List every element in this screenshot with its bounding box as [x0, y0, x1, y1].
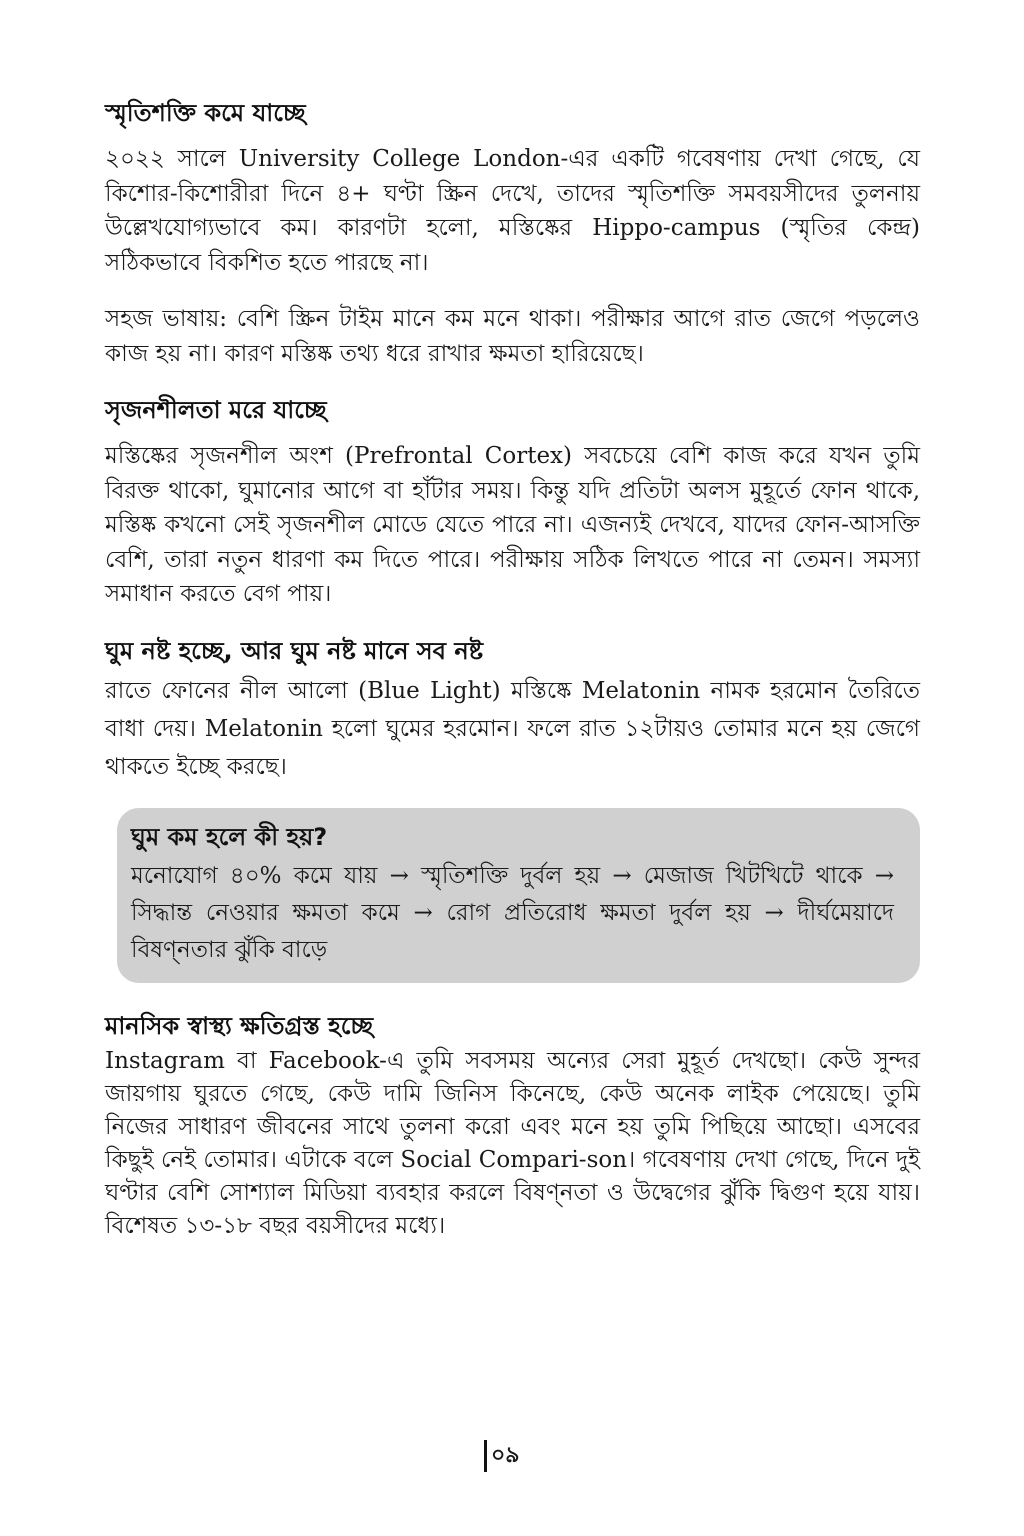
- paragraph: মস্তিষ্কের সৃজনশীল অংশ (Prefrontal Cortex) সবচেয়ে বেশি কাজ করে যখন তুমি বিরক্ত থাকো, ঘুমানোর আগে বা হাঁটার সময়। কিন্তু যদি প্রতিটা অলস মুহূর্তে ফোন থাকে, মস্তিষ্ক কখনো সেই সৃজনশীল মোডে যেতে পারে না। এজন্যই দেখবে, যাদের ফোন-আসক্তি বেশি, তারা নতুন ধারণা কম দিতে পারে। পরীক্ষায় সঠিক লিখতে পারে না তেমন। সমস্যা সমাধান করতে বেগ পায়।: [105, 443, 920, 607]
- section-heading: স্মৃতিশক্তি কমে যাচ্ছে: [105, 99, 306, 127]
- section-sleep: [105, 634, 920, 786]
- section-mental-health: [105, 1009, 920, 1243]
- section-heading: সৃজনশীলতা মরে যাচ্ছে: [105, 396, 327, 424]
- section-heading: ঘুম নষ্ট হচ্ছে, আর ঘুম নষ্ট মানে সব নষ্ট: [105, 636, 484, 665]
- page-number: [484, 1440, 520, 1472]
- callout-heading: ঘুম কম হলে কী হয়?: [131, 822, 328, 851]
- page-number-bar: [484, 1440, 487, 1472]
- book-page: [105, 96, 920, 1265]
- page-number-text: ০৯: [491, 1443, 520, 1468]
- paragraph: ২০২২ সালে University College London-এর একটি গবেষণায় দেখা গেছে, যে কিশোর-কিশোরীরা দিনে ৪+ ঘণ্টা স্ক্রিন দেখে, তাদের স্মৃতিশক্তি সমবয়সীদের তুলনায় উল্লেখযোগ্যভাবে কম। কারণটা হলো, মস্তিষ্কের Hippo-campus (স্মৃতির কেন্দ্র) সঠিকভাবে বিকশিত হতে পারছে না।: [105, 146, 920, 276]
- callout-body: মনোযোগ ৪০% কমে যায় → স্মৃতিশক্তি দুর্বল হয় → মেজাজ খিটখিটে থাকে → সিদ্ধান্ত নেওয়ার ক্ষমতা কমে → রোগ প্রতিরোধ ক্ষমতা দুর্বল হয় → দীর্ঘমেয়াদে বিষণ্নতার ঝুঁকি বাড়ে: [131, 862, 894, 963]
- paragraph: Instagram বা Facebook-এ তুমি সবসময় অন্যের সেরা মুহূর্ত দেখছো। কেউ সুন্দর জায়গায় ঘুরতে গেছে, কেউ দামি জিনিস কিনেছে, কেউ অনেক লাইক পেয়েছে। তুমি নিজের সাধারণ জীবনের সাথে তুলনা করো এবং মনে হয় তুমি পিছিয়ে আছো। এসবের কিছুই নেই তোমার। এটাকে বলে Social Compari-son। গবেষণায় দেখা গেছে, দিনে দুই ঘণ্টার বেশি সোশ্যাল মিডিয়া ব্যবহার করলে বিষণ্নতা ও উদ্বেগের ঝুঁকি দ্বিগুণ হয়ে যায়। বিশেষত ১৩-১৮ বছর বয়সীদের মধ্যে।: [105, 1047, 920, 1239]
- paragraph: রাতে ফোনের নীল আলো (Blue Light) মস্তিষ্কে Melatonin নামক হরমোন তৈরিতে বাধা দেয়। Melatonin হলো ঘুমের হরমোন। ফলে রাত ১২টায়ও তোমার মনে হয় জেগে থাকতে ইচ্ছে করছে।: [105, 677, 920, 780]
- section-memory: [105, 96, 920, 371]
- section-creativity: [105, 393, 920, 612]
- sleep-effects-callout: [117, 808, 920, 983]
- section-heading: মানসিক স্বাস্থ্য ক্ষতিগ্রস্ত হচ্ছে: [105, 1011, 374, 1040]
- paragraph: সহজ ভাষায়: বেশি স্ক্রিন টাইম মানে কম মনে থাকা। পরীক্ষার আগে রাত জেগে পড়লেও কাজ হয় না। কারণ মস্তিষ্ক তথ্য ধরে রাখার ক্ষমতা হারিয়েছে।: [105, 306, 920, 367]
